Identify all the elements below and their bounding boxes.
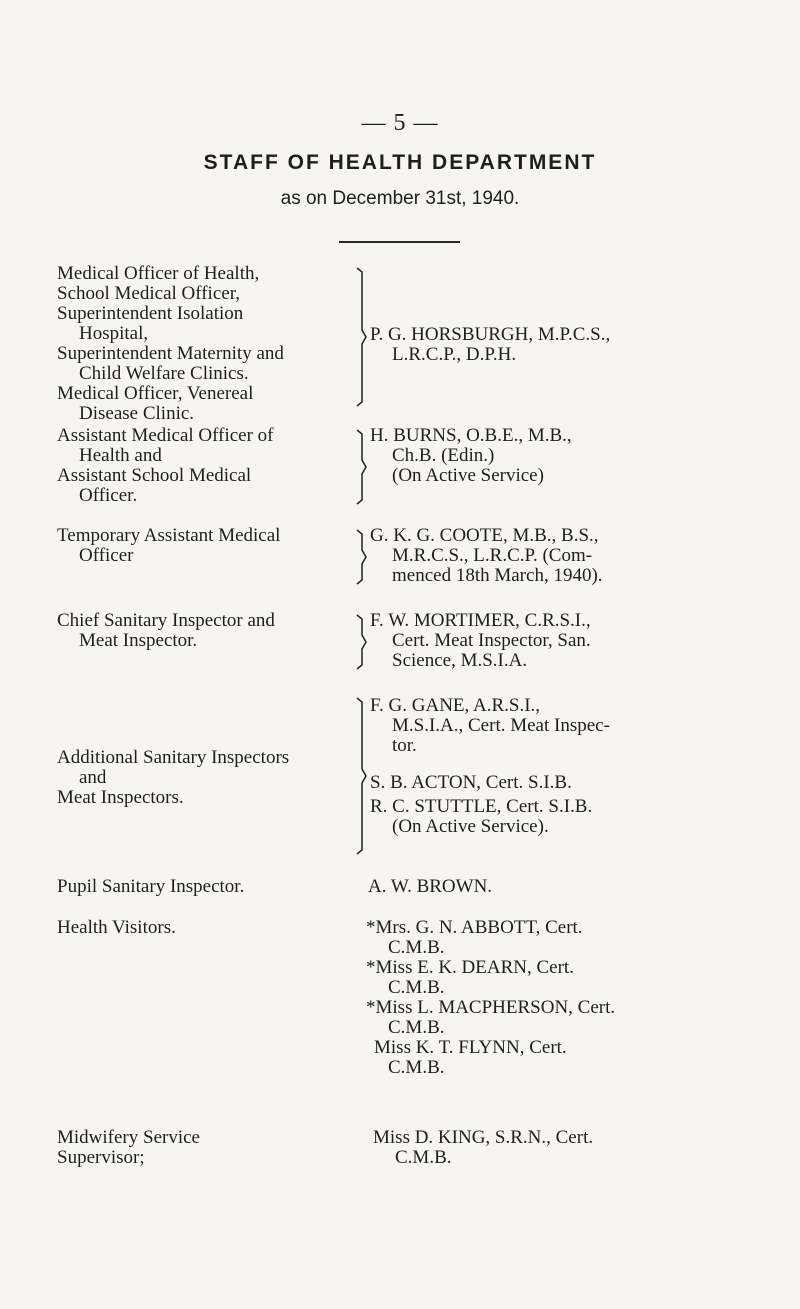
role-line: and <box>79 767 107 788</box>
staff-line: H. BURNS, O.B.E., M.B., <box>370 425 572 446</box>
staff-line: P. G. HORSBURGH, M.P.C.S., <box>370 324 611 345</box>
role-line: Pupil Sanitary Inspector. <box>57 876 245 897</box>
role-line: Supervisor; <box>57 1147 145 1168</box>
staff-line: tor. <box>392 735 417 756</box>
role-line: Meat Inspector. <box>79 630 198 651</box>
role-pupil-inspector <box>57 877 347 897</box>
role-line: Medical Officer, Venereal <box>57 383 254 404</box>
role-line: Midwifery Service <box>57 1127 200 1148</box>
staff-coote <box>370 526 770 586</box>
role-line: Health Visitors. <box>57 917 176 938</box>
staff-brown <box>368 877 768 897</box>
staff-line: menced 18th March, 1940). <box>392 565 603 586</box>
staff-line: C.M.B. <box>388 1017 445 1038</box>
role-line: Officer. <box>79 485 138 506</box>
role-line: Officer <box>79 545 134 566</box>
role-temporary-assistant <box>57 526 347 566</box>
bracket <box>355 696 365 856</box>
role-chief-sanitary-inspector <box>57 611 347 651</box>
staff-mortimer <box>370 611 770 671</box>
staff-line: R. C. STUTTLE, Cert. S.I.B. <box>370 796 593 817</box>
staff-horsburgh <box>370 325 770 365</box>
role-line: Superintendent Maternity and <box>57 343 284 364</box>
role-line: Health and <box>79 445 162 466</box>
role-additional-inspectors <box>57 748 347 808</box>
staff-line: C.M.B. <box>388 937 445 958</box>
staff-line: C.M.B. <box>388 1057 445 1078</box>
staff-line: *Mrs. G. N. ABBOTT, Cert. <box>366 917 583 938</box>
role-line: Child Welfare Clinics. <box>79 363 249 384</box>
staff-additional-inspectors <box>370 696 770 837</box>
role-line: Superintendent Isolation <box>57 303 244 324</box>
staff-line: Miss D. KING, S.R.N., Cert. <box>373 1127 594 1148</box>
staff-line: F. W. MORTIMER, C.R.S.I., <box>370 610 591 631</box>
title-divider <box>339 241 460 243</box>
bracket <box>355 266 365 408</box>
bracket <box>355 428 365 506</box>
staff-line: C.M.B. <box>395 1147 452 1168</box>
role-health-visitors <box>57 918 347 938</box>
staff-line: G. K. G. COOTE, M.B., B.S., <box>370 525 599 546</box>
staff-line: Ch.B. (Edin.) <box>392 445 495 466</box>
staff-line: Cert. Meat Inspector, San. <box>392 630 591 651</box>
page-title: STAFF OF HEALTH DEPARTMENT <box>203 151 597 174</box>
staff-line: A. W. BROWN. <box>368 876 493 897</box>
role-line: Hospital, <box>79 323 149 344</box>
staff-line: F. G. GANE, A.R.S.I., <box>370 695 541 716</box>
role-line: Medical Officer of Health, <box>57 263 260 284</box>
page-number: — 5 — <box>361 110 439 136</box>
staff-line: Science, M.S.I.A. <box>392 650 528 671</box>
staff-line: (On Active Service). <box>392 816 549 837</box>
role-assistant-moh <box>57 426 347 506</box>
page-subtitle: as on December 31st, 1940. <box>280 188 520 209</box>
role-line: Meat Inspectors. <box>57 787 184 808</box>
role-line: Chief Sanitary Inspector and <box>57 610 275 631</box>
role-line: Temporary Assistant Medical <box>57 525 281 546</box>
staff-line: L.R.C.P., D.P.H. <box>392 344 517 365</box>
role-line: School Medical Officer, <box>57 283 241 304</box>
staff-line: M.R.C.S., L.R.C.P. (Com- <box>392 545 593 566</box>
staff-health-visitors <box>366 918 766 1078</box>
staff-line: C.M.B. <box>388 977 445 998</box>
staff-burns <box>370 426 770 486</box>
role-line: Disease Clinic. <box>79 403 195 424</box>
staff-king <box>373 1128 773 1168</box>
role-midwifery-supervisor <box>57 1128 347 1168</box>
role-line: Assistant School Medical <box>57 465 252 486</box>
role-line: Additional Sanitary Inspectors <box>57 747 290 768</box>
staff-line: Miss K. T. FLYNN, Cert. <box>374 1037 567 1058</box>
staff-line: *Miss L. MACPHERSON, Cert. <box>366 997 616 1018</box>
staff-line: *Miss E. K. DEARN, Cert. <box>366 957 574 978</box>
role-line: Assistant Medical Officer of <box>57 425 274 446</box>
bracket <box>355 528 365 586</box>
role-medical-officer-of-health <box>57 264 347 424</box>
staff-line: M.S.I.A., Cert. Meat Inspec- <box>392 715 610 736</box>
bracket <box>355 613 365 671</box>
staff-line: S. B. ACTON, Cert. S.I.B. <box>370 772 572 793</box>
staff-line: (On Active Service) <box>392 465 544 486</box>
